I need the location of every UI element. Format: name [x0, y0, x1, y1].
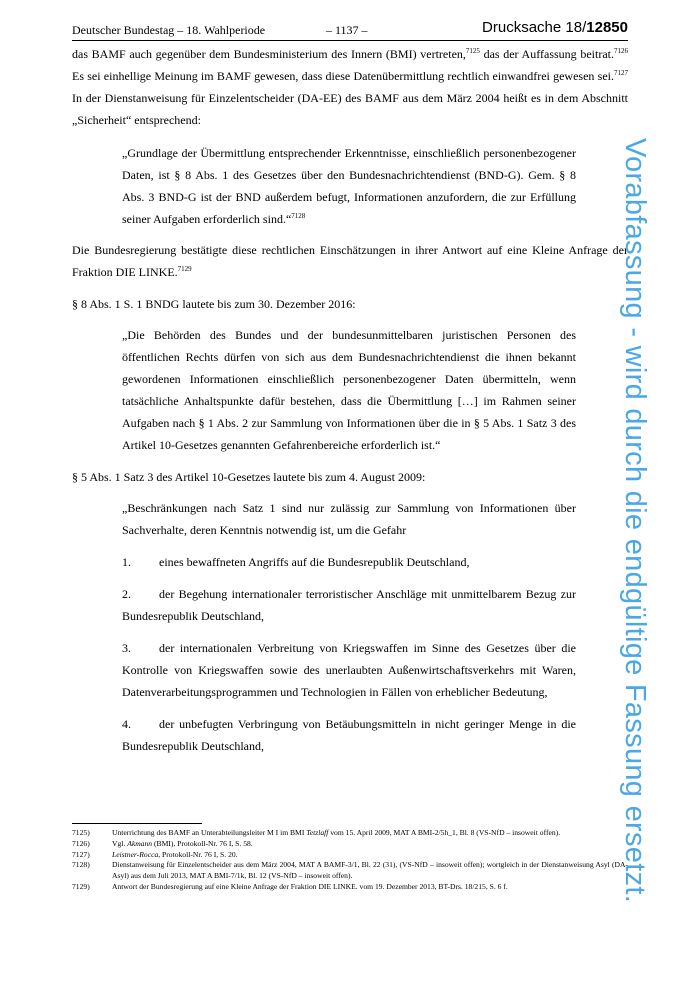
footnote-number: 7126) [72, 838, 90, 848]
footnote-name: Tetzlaff [306, 828, 329, 837]
list-number: 3. [122, 641, 131, 655]
footnote-7125 [72, 828, 628, 839]
document-page [72, 20, 628, 757]
body-text [72, 43, 628, 757]
footnote-ref[interactable]: 7129 [177, 265, 192, 273]
footnote-text: , Protokoll-Nr. 76 I, S. 20. [158, 849, 238, 859]
draft-watermark: Vorabfassung - wird durch die endgültige Fassung ersetzt. [619, 138, 651, 904]
text-run: das BAMF auch gegenüber dem Bundesministerium des Innern (BMI) vertreten, [72, 47, 466, 61]
list-text: eines bewaffneten Angriffs auf die Bundesrepublik Deutschland, [159, 555, 470, 569]
paragraph: § 5 Abs. 1 Satz 3 des Artikel 10-Gesetzes lautete bis zum 4. August 2009: [72, 470, 426, 484]
footnote-7126 [72, 839, 628, 850]
paragraph [72, 239, 628, 283]
footnote-text: Unterrichtung des BAMF an Unterabteilungsleiter M I im BMI [112, 828, 307, 837]
footnote-number: 7125) [72, 828, 90, 837]
block-quote: „Die Behörden des Bundes und der bundesunmittelbaren juristischen Personen des öffentlichen Rechts dürfen von sich aus dem Bundesnachrichtendienst die ihnen bekannt gewordenen Informationen einschließlich personenbezogener Daten übermitteln, wenn tatsächliche Anhaltspunkte dafür bestehen, dass die Übermittlung […] im Rahmen seiner Aufgaben nach § 1 Abs. 2 zur Sammlung von Informationen über die in § 5 Abs. 1 Satz 3 des Artikel 10-Gesetzes genannten Gefahrenbereiche erforderlich ist.“ [122, 328, 576, 452]
footnote-name: Leistner-Rocca [112, 849, 159, 859]
footnote-number: 7128) [72, 860, 90, 870]
drucksache-number: 12850 [586, 19, 628, 36]
footnote-7127 [72, 850, 628, 861]
page-header [72, 20, 628, 41]
footnote-7129 [72, 882, 628, 893]
footnote-text: vom 15. April 2009, MAT A BMI-2/5h_1, Bl. 8 (VS-NfD – insoweit offen). [328, 828, 561, 837]
footnote-text: Vgl. [112, 838, 128, 848]
header-drucksache [482, 19, 628, 36]
footnote-text: (BMI), Protokoll-Nr. 76 I, S. 58. [152, 838, 253, 848]
list-text: der internationalen Verbreitung von Kriegswaffen im Sinne des Gesetzes über die Kontrolle von Kriegswaffen sowie des unerlaubten Außenwirtschaftsverkehrs mit Waren, Datenverarbeitungsprogrammen und Technologien in Fällen von erheblicher Bedeutung, [122, 641, 576, 699]
list-number: 4. [122, 717, 131, 731]
footnote-ref[interactable]: 7125 [465, 47, 480, 55]
drucksache-period: 18/ [565, 19, 587, 36]
paragraph: § 8 Abs. 1 S. 1 BNDG lautete bis zum 30. Dezember 2016: [72, 297, 356, 311]
list-number: 2. [122, 587, 131, 601]
paragraph [72, 43, 628, 131]
list-text: der unbefugten Verbringung von Betäubungsmitteln in nicht geringer Menge in die Bundesrepublik Deutschland, [122, 717, 576, 753]
header-parliament: Deutscher Bundestag – 18. Wahlperiode [72, 23, 266, 37]
list-number: 1. [122, 555, 131, 569]
footnote-ref[interactable]: 7126 [613, 47, 628, 55]
footnote-ref[interactable]: 7128 [291, 212, 306, 220]
footnote-name: Akmann [127, 838, 153, 848]
text-run: Es sei einhellige Meinung im BAMF gewesen, dass diese Datenübermittlung rechtlich einwandfrei gewesen sei. [72, 69, 614, 83]
list-item [122, 713, 576, 757]
footnote-7128 [72, 860, 628, 882]
footnote-text: Dienstanweisung für Einzelentscheider aus dem März 2004, MAT A BAMF-3/1, Bl. 22 (31), (VS-NfD – insoweit offen); wortgleich in der Dienstanweisung Asyl (DA-Asyl) aus dem Juli 2013, MAT A BMI-7/1k, Bl. 12 (VS-NfD – insoweit offen). [112, 860, 628, 881]
block-quote [122, 142, 576, 230]
list-item [122, 637, 576, 703]
list-item [122, 583, 576, 627]
footnote-ref[interactable]: 7127 [614, 69, 628, 77]
header-page-number: – 1137 – [326, 23, 368, 37]
text-run: „Grundlage der Übermittlung entsprechender Erkenntnisse, einschließlich personenbezogener Daten, ist § 8 Abs. 1 des Gesetzes über den Bundesnachrichtendienst (BND-G). Gem. § 8 Abs. 3 BND-G ist der BND außerdem befugt, Informationen anzufordern, die zur Erfüllung seiner Aufgaben erforderlich sind.“ [122, 146, 576, 226]
text-run: Die Bundesregierung bestätigte diese rechtlichen Einschätzungen in ihrer Antwort auf eine Kleine Anfrage der Fraktion DIE LINKE. [72, 243, 628, 279]
footnote-divider [72, 823, 202, 824]
drucksache-label: Drucksache [482, 19, 566, 36]
footnote-number: 7129) [72, 881, 90, 891]
footnote-text: Antwort der Bundesregierung auf eine Kleine Anfrage der Fraktion DIE LINKE. vom 19. Dezember 2013, BT-Drs. 18/215, S. 6 f. [112, 881, 508, 891]
text-run: In der Dienstanweisung für Einzelentscheider (DA-EE) des BAMF aus dem März 2004 heißt es in dem Abschnitt „Sicherheit“ entsprechend: [72, 91, 628, 127]
text-run: das der Auffassung beitrat. [479, 47, 614, 61]
footnote-number: 7127) [72, 849, 90, 859]
list-item [122, 551, 576, 573]
block-quote: „Beschränkungen nach Satz 1 sind nur zulässig zur Sammlung von Informationen über Sachverhalte, deren Kenntnis notwendig ist, um die Gefahr [122, 501, 576, 537]
footnotes [72, 823, 628, 893]
list-text: der Begehung internationaler terroristischer Anschläge mit unmittelbarem Bezug zur Bundesrepublik Deutschland, [122, 587, 576, 623]
